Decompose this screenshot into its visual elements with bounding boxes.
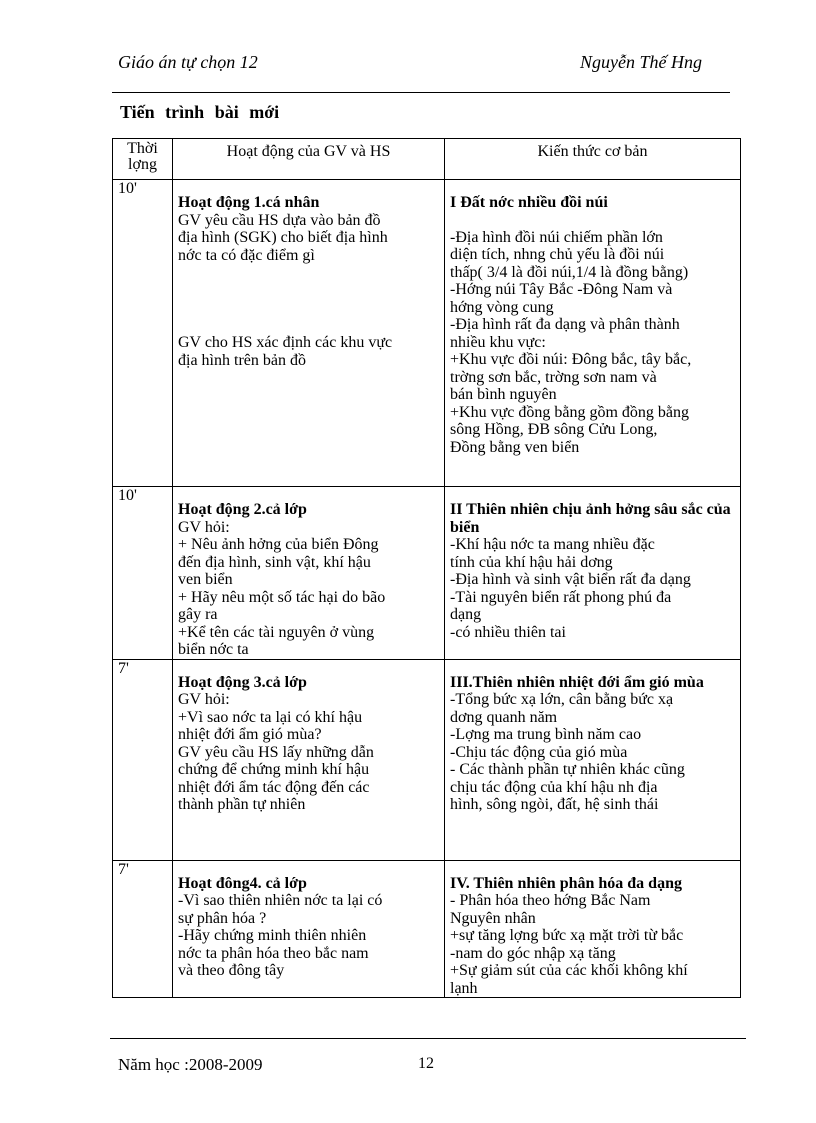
knowledge-line: trờng sơn bắc, trờng sơn nam và	[450, 368, 657, 386]
activity-line: +Vì sao nớc ta lại có khí hậu	[178, 708, 363, 726]
activity-cell	[173, 860, 445, 998]
activity-line: nhiệt đới ẩm tác động đến các	[178, 778, 370, 796]
knowledge-line: +Khu vực đồi núi: Đông bắc, tây bắc,	[450, 351, 692, 368]
knowledge-line: -Khí hậu nớc ta mang nhiều đặc	[450, 536, 655, 553]
activity-line: -Vì sao thiên nhiên nớc ta lại có	[178, 892, 383, 909]
activity-line: thành phần tự nhiên	[178, 796, 306, 813]
activity-title: Hoạt động 2.cả lớp	[178, 501, 307, 518]
activity-line: GV hỏi:	[178, 691, 230, 708]
activity-line: GV hỏi:	[178, 518, 230, 536]
header-author: Nguyễn Thế Hng	[580, 52, 702, 72]
knowledge-line: Đồng bằng ven biển	[450, 438, 580, 456]
activity-line: địa hình (SGK) cho biết địa hình	[178, 229, 388, 246]
knowledge-line: -Tài nguyên biển rất phong phú đa	[450, 588, 672, 606]
activity-line: GV cho HS xác định các khu vực	[178, 334, 393, 351]
duration-cell: 7'	[113, 860, 173, 998]
knowledge-line: dơng quanh năm	[450, 708, 558, 726]
knowledge-line: -Địa hình đồi núi chiếm phần lớn	[450, 228, 663, 246]
topic-title: III.Thiên nhiên nhiệt đới ẩm gió mùa	[450, 673, 704, 691]
knowledge-cell	[445, 487, 741, 660]
activity-line: đến địa hình, sinh vật, khí hậu	[178, 553, 371, 571]
knowledge-line: +Khu vực đồng bằng gồm đồng bằng	[450, 403, 689, 421]
knowledge-cell	[445, 659, 741, 860]
knowledge-line: nhiều khu vực:	[450, 333, 546, 351]
knowledge-line: thấp( 3/4 là đồi núi,1/4 là đồng bằng)	[450, 263, 689, 281]
header-course-title: Giáo án tự chọn 12	[118, 52, 258, 72]
knowledge-line: -Địa hình và sinh vật biển rất đa dạng	[450, 571, 691, 588]
table-row	[113, 180, 741, 487]
knowledge-cell	[445, 180, 741, 487]
activity-line: sự phân hóa ?	[178, 909, 267, 927]
activity-line: ven biển	[178, 571, 233, 588]
knowledge-line: -nam do góc nhập xạ tăng	[450, 944, 616, 962]
knowledge-line: -có nhiều thiên tai	[450, 623, 566, 641]
topic-title: II Thiên nhiên chịu ảnh hởng sâu sắc của biển	[450, 501, 731, 536]
section-title: Tiến trình bài mới	[120, 102, 280, 122]
knowledge-line: diện tích, nhng chủ yếu là đồi núi	[450, 246, 665, 263]
activity-title: Hoạt động 1.cá nhân	[178, 194, 320, 211]
activity-line: GV yêu cầu HS lấy những dẫn	[178, 743, 374, 761]
activity-line: nhiệt đới ẩm gió mùa?	[178, 726, 322, 743]
page-number: 12	[418, 1055, 434, 1072]
table-header-row	[113, 139, 741, 180]
knowledge-line: hớng vòng cung	[450, 298, 554, 316]
knowledge-line: +sự tăng lợng bức xạ mặt trời từ bắc	[450, 927, 684, 944]
activity-line: địa hình trên bản đồ	[178, 351, 306, 369]
table-row	[113, 860, 741, 998]
footer-school-year: Năm học :2008-2009	[118, 1055, 263, 1074]
knowledge-line: bán bình nguyên	[450, 386, 557, 403]
header-divider	[112, 92, 730, 93]
activity-line: + Hãy nêu một số tác hại do bão	[178, 588, 386, 606]
knowledge-line: - Phân hóa theo hớng Bắc Nam	[450, 892, 651, 909]
header-activity: Hoạt động của GV và HS	[173, 139, 445, 180]
topic-title: IV. Thiên nhiên phân hóa đa dạng	[450, 874, 682, 892]
activity-cell	[173, 659, 445, 860]
activity-cell	[173, 180, 445, 487]
activity-title: Hoạt động 3.cả lớp	[178, 673, 307, 691]
knowledge-line: dạng	[450, 606, 482, 623]
activity-line: + Nêu ảnh hởng của biển Đông	[178, 536, 379, 553]
activity-line: biển nớc ta	[178, 641, 249, 658]
duration-cell: 10'	[113, 487, 173, 660]
knowledge-line: tính của khí hậu hải dơng	[450, 553, 613, 571]
footer-divider	[110, 1038, 746, 1039]
activity-line: GV yêu cầu HS dựa vào bản đồ	[178, 211, 381, 229]
knowledge-line: -Chịu tác động của gió mùa	[450, 743, 628, 761]
duration-cell: 7'	[113, 659, 173, 860]
knowledge-line: -Địa hình rất đa dạng và phân thành	[450, 316, 680, 333]
activity-line: và theo đông tây	[178, 962, 285, 979]
activity-title: Hoạt đông4. cả lớp	[178, 874, 307, 892]
knowledge-line: hình, sông ngòi, đất, hệ sinh thái	[450, 796, 659, 813]
knowledge-line: -Hớng núi Tây Bắc -Đông Nam và	[450, 281, 673, 298]
activity-line: nớc ta có đặc điểm gì	[178, 246, 315, 264]
activity-line: chứng để chứng minh khí hậu	[178, 761, 370, 778]
knowledge-line: sông Hồng, ĐB sông Cửu Long,	[450, 421, 658, 438]
header-knowledge: Kiến thức cơ bản	[445, 139, 741, 180]
knowledge-cell	[445, 860, 741, 998]
knowledge-line: -Tổng bức xạ lớn, cân bằng bức xạ	[450, 691, 674, 708]
activity-cell	[173, 487, 445, 660]
knowledge-line: - Các thành phần tự nhiên khác cũng	[450, 761, 685, 778]
table-row	[113, 487, 741, 660]
knowledge-line: -Lợng ma trung bình năm cao	[450, 726, 642, 743]
topic-title: I Đất nớc nhiều đồi núi	[450, 194, 608, 211]
header-duration: Thời lợng	[113, 139, 173, 180]
activity-line: gây ra	[178, 606, 218, 623]
activity-line: +Kể tên các tài nguyên ở vùng	[178, 623, 375, 641]
duration-cell: 10'	[113, 180, 173, 487]
table-row	[113, 659, 741, 860]
knowledge-line: lạnh	[450, 979, 478, 997]
knowledge-line: chịu tác động của khí hậu nh địa	[450, 778, 658, 796]
activity-line: -Hãy chứng minh thiên nhiên	[178, 927, 367, 944]
knowledge-line: Nguyên nhân	[450, 909, 536, 927]
knowledge-line: +Sự giảm sút của các khối không khí	[450, 962, 688, 979]
activity-line: nớc ta phân hóa theo bắc nam	[178, 944, 369, 962]
lesson-table	[112, 138, 741, 998]
